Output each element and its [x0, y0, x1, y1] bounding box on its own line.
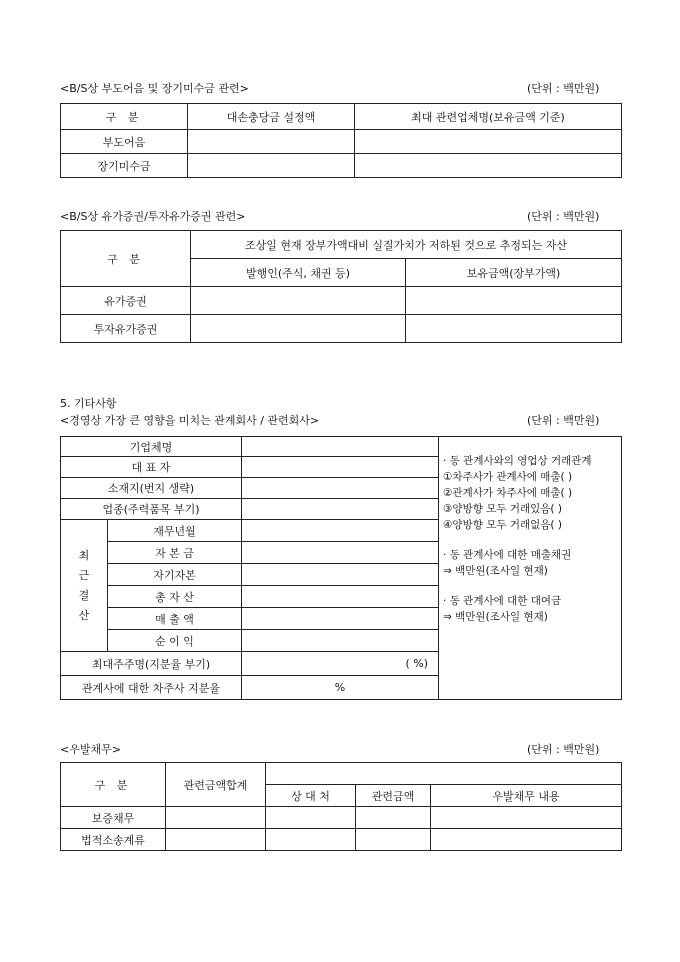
header-allowance: 대손충당금 설정액 — [188, 104, 355, 130]
table-row — [61, 829, 622, 851]
securities-table — [60, 230, 622, 343]
value-cell[interactable] — [242, 437, 439, 457]
total-cell[interactable] — [166, 807, 266, 829]
value-cell[interactable] — [242, 586, 439, 608]
row-label: 재무년월 — [108, 520, 242, 542]
total-cell[interactable] — [166, 829, 266, 851]
row-label: 대 표 자 — [61, 457, 242, 478]
note-line: ②관계사가 차주사에 매출( ) — [443, 487, 573, 499]
row-label: 부도어음 — [61, 130, 188, 154]
row-label: 최대주주명(지분율 부기) — [61, 652, 242, 676]
recent-settlement-label — [61, 520, 108, 652]
group-char: 결 — [78, 588, 90, 602]
contingent-liability-table — [60, 762, 622, 851]
issuer-cell[interactable] — [191, 287, 406, 315]
section4-unit: (단위 : 백만원) — [527, 743, 600, 756]
row-label: 자 본 금 — [108, 542, 242, 564]
note-line: · 동 관계사에 대한 대여금 — [443, 595, 562, 607]
bs-notes-table — [60, 103, 622, 178]
row-label: 관계사에 대한 차주사 지분율 — [61, 676, 242, 700]
allowance-cell[interactable] — [188, 154, 355, 178]
header-description: 우발채무 내용 — [431, 785, 622, 807]
issuer-cell[interactable] — [191, 315, 406, 343]
table-row — [61, 154, 622, 178]
row-label: 유가증권 — [61, 287, 191, 315]
header-category: 구 분 — [61, 763, 166, 807]
header-category: 구 분 — [61, 231, 191, 287]
header-max-company: 최대 관련업체명(보유금액 기준) — [355, 104, 622, 130]
row-label: 법적소송계류 — [61, 829, 166, 851]
row-label: 자기자본 — [108, 564, 242, 586]
section3-title: <경영상 가장 큰 영향을 미치는 관계회사 / 관련회사> — [60, 414, 320, 427]
section3-heading: 5. 기타사항 — [60, 397, 117, 410]
company-cell[interactable] — [355, 154, 622, 178]
section1-unit: (단위 : 백만원) — [527, 82, 600, 95]
section3-unit: (단위 : 백만원) — [527, 414, 600, 427]
header-counterparty: 상 대 처 — [266, 785, 356, 807]
row-label: 소재지(번지 생략) — [61, 478, 242, 499]
amount-cell[interactable] — [356, 829, 431, 851]
amount-cell[interactable] — [356, 807, 431, 829]
allowance-cell[interactable] — [188, 130, 355, 154]
description-cell[interactable] — [431, 807, 622, 829]
company-cell[interactable] — [355, 130, 622, 154]
counterparty-cell[interactable] — [266, 807, 356, 829]
group-char: 산 — [78, 608, 90, 622]
group-char: 근 — [78, 568, 90, 582]
row-label: 보증채무 — [61, 807, 166, 829]
section2-title: <B/S상 유가증권/투자유가증권 관련> — [60, 210, 246, 223]
table-row — [61, 130, 622, 154]
row-label: 총 자 산 — [108, 586, 242, 608]
note-line: ⇒ 백만원(조사일 현재) — [443, 565, 548, 577]
note-line: ④양방향 모두 거래없음( ) — [443, 519, 562, 531]
row-label: 투자유가증권 — [61, 315, 191, 343]
book-value-cell[interactable] — [406, 287, 622, 315]
note-line: ③양방향 모두 거래있음( ) — [443, 503, 562, 515]
relationship-notes — [439, 437, 622, 700]
row-label: 기업체명 — [61, 437, 242, 457]
table-row — [61, 807, 622, 829]
section2-unit: (단위 : 백만원) — [527, 210, 600, 223]
value-cell[interactable] — [242, 542, 439, 564]
group-char: 최 — [78, 548, 90, 562]
value-cell[interactable] — [242, 520, 439, 542]
section1-title: <B/S상 부도어음 및 장기미수금 관련> — [60, 82, 249, 95]
note-line: · 동 관계사에 대한 매출채권 — [443, 549, 572, 561]
header-book-value: 보유금액(장부가액) — [406, 259, 622, 287]
description-cell[interactable] — [431, 829, 622, 851]
value-cell[interactable] — [242, 499, 439, 520]
value-cell[interactable] — [242, 564, 439, 586]
row-label: 순 이 익 — [108, 630, 242, 652]
header-category: 구 분 — [61, 104, 188, 130]
value-cell[interactable] — [242, 608, 439, 630]
share-ratio-cell[interactable]: % — [242, 676, 439, 700]
row-label: 매 출 액 — [108, 608, 242, 630]
header-issuer: 발행인(주식, 채권 등) — [191, 259, 406, 287]
note-line: ⇒ 백만원(조사일 현재) — [443, 611, 548, 623]
header-amount: 관련금액 — [356, 785, 431, 807]
counterparty-cell[interactable] — [266, 829, 356, 851]
table-row — [61, 287, 622, 315]
table-row — [61, 315, 622, 343]
book-value-cell[interactable] — [406, 315, 622, 343]
note-line: ①차주사가 관계사에 매출( ) — [443, 471, 573, 483]
header-total: 관련금액합계 — [166, 763, 266, 807]
value-cell[interactable] — [242, 457, 439, 478]
header-impaired-assets: 조상일 현재 장부가액대비 실질가치가 저하된 것으로 추정되는 자산 — [191, 231, 622, 259]
value-cell[interactable] — [242, 630, 439, 652]
note-line: · 동 관계사와의 영업상 거래관계 — [443, 455, 592, 467]
shareholder-cell[interactable]: ( %) — [242, 652, 439, 676]
row-label: 장기미수금 — [61, 154, 188, 178]
affiliate-table — [60, 436, 622, 700]
value-cell[interactable] — [242, 478, 439, 499]
header-blank — [266, 763, 622, 785]
section4-title: <우발채무> — [60, 743, 121, 756]
row-label: 업종(주력품목 부기) — [61, 499, 242, 520]
